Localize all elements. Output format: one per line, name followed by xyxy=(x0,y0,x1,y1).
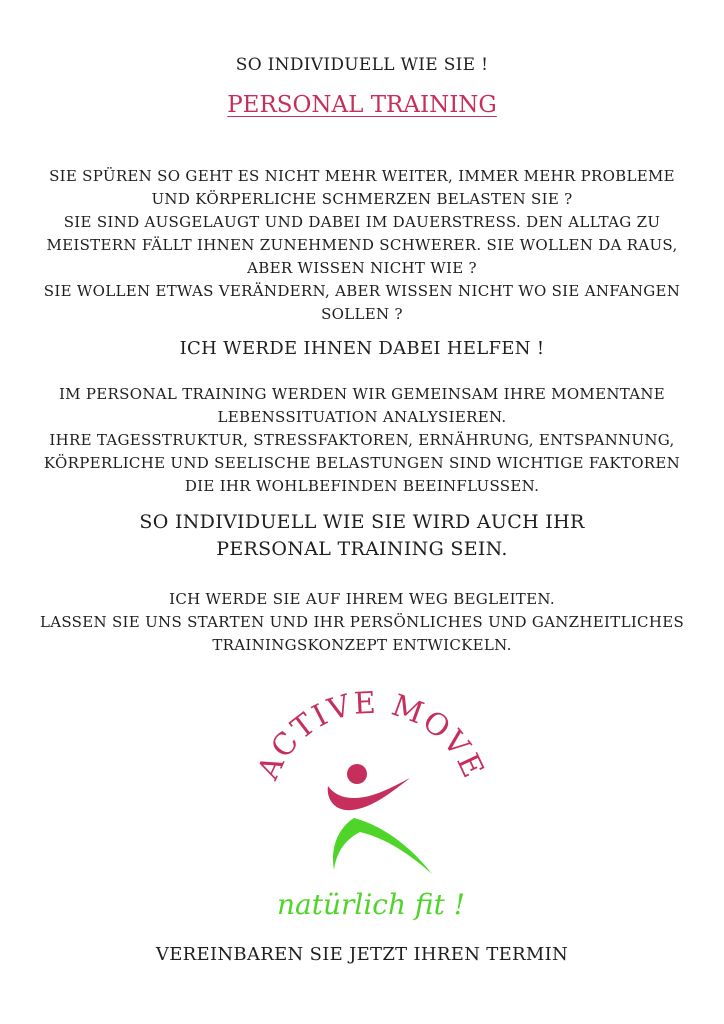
analysis-line: DIE IHR WOHLBEFINDEN BEEINFLUSSEN. xyxy=(184,477,540,495)
journey-line: TRAININGSKONZEPT ENTWICKELN. xyxy=(212,636,512,654)
help-heading: ICH WERDE IHNEN DABEI HELFEN ! xyxy=(179,338,545,359)
individual-line: PERSONAL TRAINING SEIN. xyxy=(216,538,508,560)
individual-line: SO INDIVIDUELL WIE SIE WIRD AUCH IHR xyxy=(139,511,585,533)
analysis-paragraph xyxy=(0,383,724,498)
figure-legs-swoosh-icon xyxy=(333,818,432,874)
analysis-line: KÖRPERLICHE UND SEELISCHE BELASTUNGEN SIND WICHTIGE FAKTOREN xyxy=(43,454,681,472)
intro-line: SIE SPÜREN SO GEHT ES NICHT MEHR WEITER, IMMER MEHR PROBLEME xyxy=(49,167,675,185)
intro-paragraph xyxy=(0,165,724,326)
intro-line: SIE SIND AUSGELAUGT UND DABEI IM DAUERSTRESS. DEN ALLTAG ZU xyxy=(63,213,661,231)
analysis-line: LEBENSSITUATION ANALYSIEREN. xyxy=(217,408,507,426)
journey-line: LASSEN SIE UNS STARTEN UND IHR PERSÖNLICHES UND GANZHEITLICHES xyxy=(39,613,685,631)
journey-line: ICH WERDE SIE AUF IHREM WEG BEGLEITEN. xyxy=(169,590,555,608)
individual-heading xyxy=(0,509,724,563)
headline-text: PERSONAL TRAINING xyxy=(227,92,497,118)
tagline: SO INDIVIDUELL WIE SIE ! xyxy=(235,55,489,75)
analysis-line: IHRE TAGESSTRUKTUR, STRESSFAKTOREN, ERNÄHRUNG, ENTSPANNUNG, xyxy=(49,431,675,449)
intro-line: UND KÖRPERLICHE SCHMERZEN BELASTEN SIE ? xyxy=(151,190,573,208)
intro-line: MEISTERN FÄLLT IHNEN ZUNEHMEND SCHWERER. SIE WOLLEN DA RAUS, xyxy=(46,236,678,254)
figure-torso-swoosh-icon xyxy=(328,778,410,810)
journey-paragraph xyxy=(0,588,724,657)
call-to-action: VEREINBAREN SIE JETZT IHREN TERMIN xyxy=(155,944,569,965)
logo-arc-text xyxy=(250,688,491,786)
headline xyxy=(0,92,724,118)
analysis-line: IM PERSONAL TRAINING WERDEN WIR GEMEINSAM IHRE MOMENTANE xyxy=(58,385,666,403)
intro-line: SOLLEN ? xyxy=(321,305,403,323)
logo-slogan: natürlich fit ! xyxy=(276,888,465,921)
intro-line: ABER WISSEN NICHT WIE ? xyxy=(247,259,477,277)
intro-line: SIE WOLLEN ETWAS VERÄNDERN, ABER WISSEN NICHT WO SIE ANFANGEN xyxy=(43,282,681,300)
logo-arc-textpath: ACTIVE MOVE xyxy=(250,688,492,785)
figure-head-icon xyxy=(347,764,367,784)
